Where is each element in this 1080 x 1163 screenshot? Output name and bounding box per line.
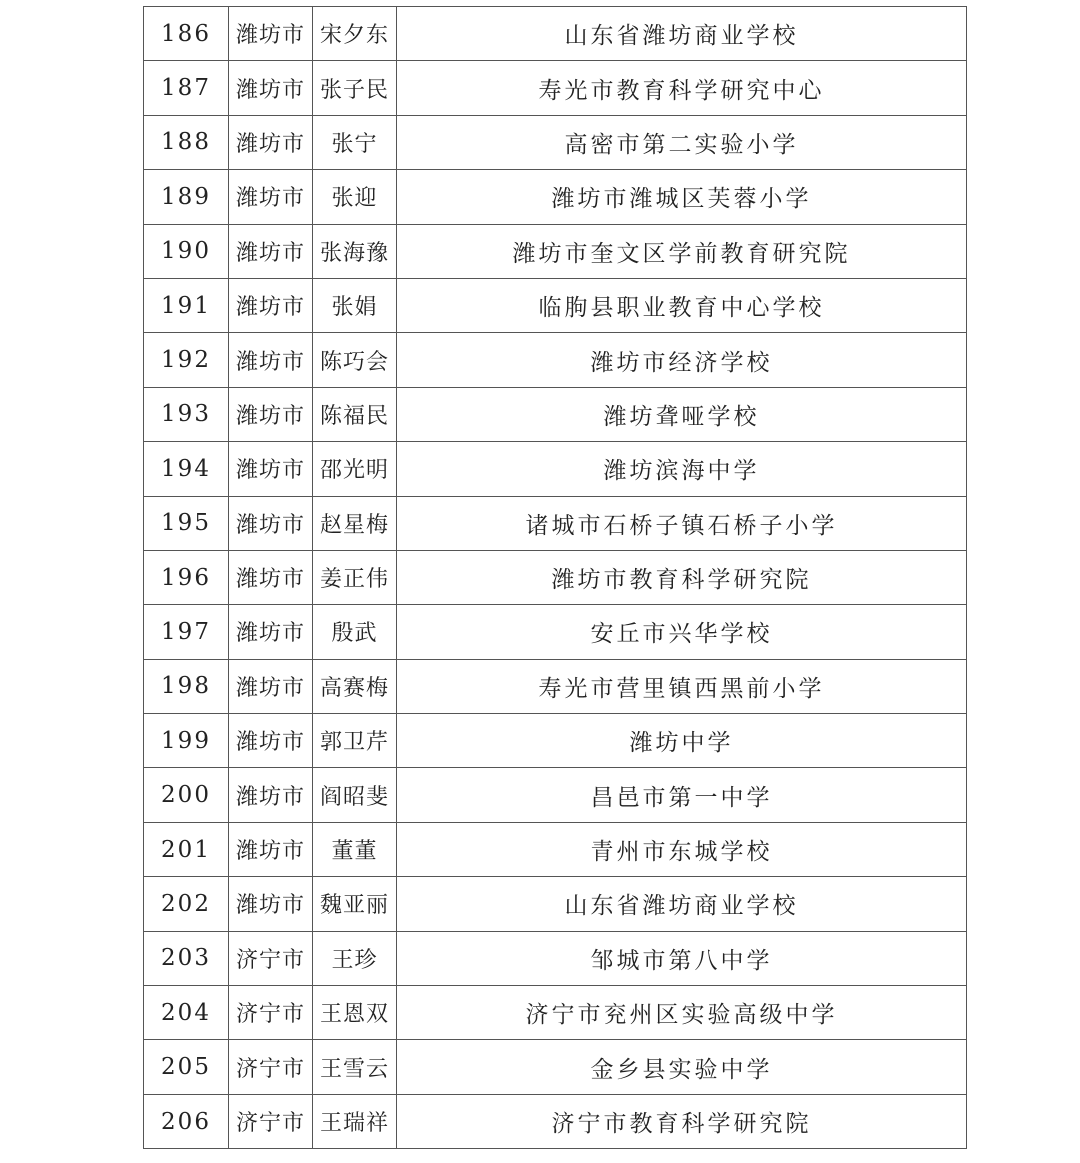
city-cell: 潍坊市 [229,333,313,387]
row-number-cell: 197 [144,605,229,659]
city-cell: 潍坊市 [229,170,313,224]
workplace-cell: 邹城市第八中学 [397,931,967,985]
table-row [144,61,967,115]
table-row [144,115,967,169]
row-number-cell: 205 [144,1040,229,1094]
workplace-cell: 潍坊市奎文区学前教育研究院 [397,224,967,278]
row-number-cell: 200 [144,768,229,822]
person-name-cell: 张宁 [313,115,397,169]
workplace-cell: 潍坊聋哑学校 [397,387,967,441]
person-name-cell: 董董 [313,822,397,876]
workplace-cell: 济宁市兖州区实验高级中学 [397,986,967,1040]
row-number-cell: 201 [144,822,229,876]
workplace-cell: 高密市第二实验小学 [397,115,967,169]
table-row [144,986,967,1040]
workplace-cell: 临朐县职业教育中心学校 [397,278,967,332]
person-name-cell: 张子民 [313,61,397,115]
workplace-cell: 山东省潍坊商业学校 [397,877,967,931]
person-name-cell: 王珍 [313,931,397,985]
city-cell: 济宁市 [229,1094,313,1148]
table-row [144,931,967,985]
table-row [144,822,967,876]
person-name-cell: 陈福民 [313,387,397,441]
roster-table [143,6,967,1149]
city-cell: 潍坊市 [229,550,313,604]
table-row [144,387,967,441]
city-cell: 潍坊市 [229,224,313,278]
workplace-cell: 潍坊滨海中学 [397,442,967,496]
city-cell: 潍坊市 [229,714,313,768]
person-name-cell: 张海豫 [313,224,397,278]
roster-table-body [144,7,967,1149]
table-row [144,170,967,224]
row-number-cell: 199 [144,714,229,768]
row-number-cell: 195 [144,496,229,550]
workplace-cell: 潍坊中学 [397,714,967,768]
row-number-cell: 186 [144,7,229,61]
workplace-cell: 寿光市营里镇西黑前小学 [397,659,967,713]
city-cell: 济宁市 [229,931,313,985]
person-name-cell: 赵星梅 [313,496,397,550]
row-number-cell: 206 [144,1094,229,1148]
city-cell: 潍坊市 [229,496,313,550]
row-number-cell: 203 [144,931,229,985]
row-number-cell: 188 [144,115,229,169]
city-cell: 潍坊市 [229,278,313,332]
row-number-cell: 187 [144,61,229,115]
row-number-cell: 189 [144,170,229,224]
row-number-cell: 204 [144,986,229,1040]
table-row [144,1094,967,1148]
city-cell: 潍坊市 [229,605,313,659]
table-row [144,496,967,550]
person-name-cell: 王恩双 [313,986,397,1040]
person-name-cell: 邵光明 [313,442,397,496]
table-row [144,659,967,713]
person-name-cell: 姜正伟 [313,550,397,604]
row-number-cell: 194 [144,442,229,496]
row-number-cell: 198 [144,659,229,713]
table-row [144,333,967,387]
row-number-cell: 196 [144,550,229,604]
table-row [144,442,967,496]
person-name-cell: 魏亚丽 [313,877,397,931]
table-row [144,224,967,278]
city-cell: 潍坊市 [229,768,313,822]
workplace-cell: 山东省潍坊商业学校 [397,7,967,61]
city-cell: 潍坊市 [229,115,313,169]
workplace-cell: 安丘市兴华学校 [397,605,967,659]
city-cell: 潍坊市 [229,61,313,115]
table-row [144,877,967,931]
table-row [144,714,967,768]
table-row [144,550,967,604]
person-name-cell: 王瑞祥 [313,1094,397,1148]
person-name-cell: 张迎 [313,170,397,224]
workplace-cell: 金乡县实验中学 [397,1040,967,1094]
workplace-cell: 青州市东城学校 [397,822,967,876]
row-number-cell: 202 [144,877,229,931]
city-cell: 潍坊市 [229,387,313,441]
person-name-cell: 宋夕东 [313,7,397,61]
person-name-cell: 高赛梅 [313,659,397,713]
table-row [144,605,967,659]
table-row [144,7,967,61]
city-cell: 潍坊市 [229,822,313,876]
workplace-cell: 潍坊市经济学校 [397,333,967,387]
city-cell: 济宁市 [229,986,313,1040]
person-name-cell: 张娟 [313,278,397,332]
city-cell: 潍坊市 [229,7,313,61]
row-number-cell: 190 [144,224,229,278]
person-name-cell: 陈巧会 [313,333,397,387]
workplace-cell: 寿光市教育科学研究中心 [397,61,967,115]
table-row [144,768,967,822]
city-cell: 潍坊市 [229,659,313,713]
row-number-cell: 191 [144,278,229,332]
workplace-cell: 潍坊市教育科学研究院 [397,550,967,604]
city-cell: 潍坊市 [229,442,313,496]
table-row [144,278,967,332]
city-cell: 潍坊市 [229,877,313,931]
person-name-cell: 殷武 [313,605,397,659]
row-number-cell: 192 [144,333,229,387]
workplace-cell: 昌邑市第一中学 [397,768,967,822]
workplace-cell: 潍坊市潍城区芙蓉小学 [397,170,967,224]
row-number-cell: 193 [144,387,229,441]
workplace-cell: 济宁市教育科学研究院 [397,1094,967,1148]
person-name-cell: 阎昭斐 [313,768,397,822]
person-name-cell: 王雪云 [313,1040,397,1094]
city-cell: 济宁市 [229,1040,313,1094]
table-row [144,1040,967,1094]
workplace-cell: 诸城市石桥子镇石桥子小学 [397,496,967,550]
person-name-cell: 郭卫芹 [313,714,397,768]
